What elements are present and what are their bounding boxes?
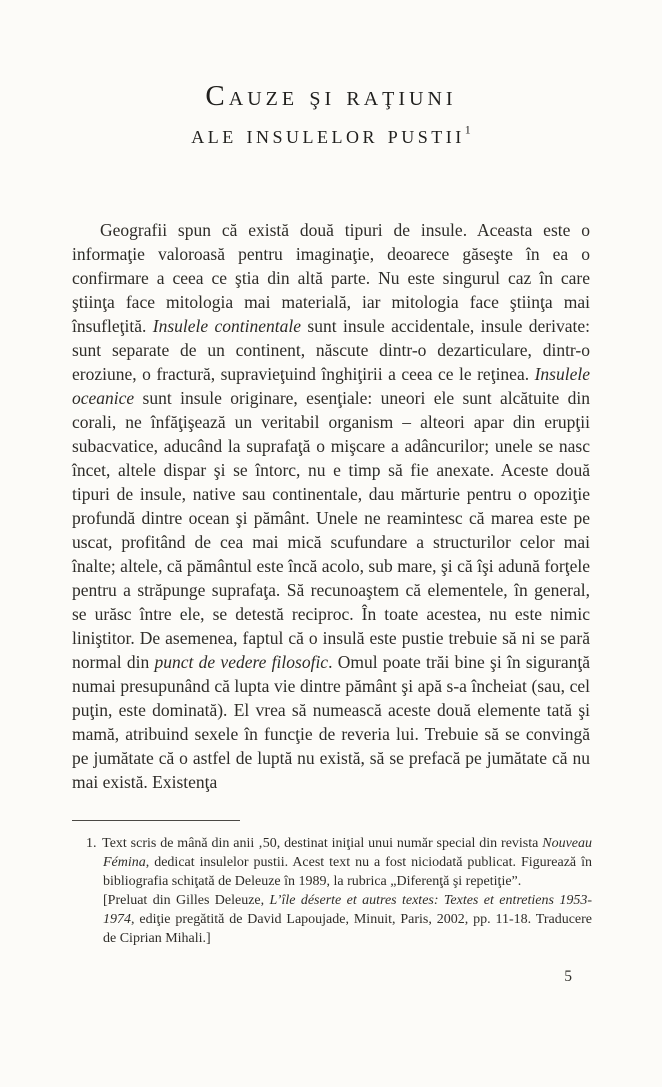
footnote-segment-italic: Nouveau Fémina — [103, 836, 592, 870]
page-number: 5 — [564, 968, 572, 985]
body-segment: . Omul poate trăi bine şi în siguranţă numai presupunând că lupta vie dintre pământ şi apă s-a încheiat (sau, cel puţin, este dominată). El vrea să numească aceste două elemente tată şi mamă, atribuind sexele în funcţie de reveria lui. Trebuie să se convingă pe jumătate că o astfel de luptă nu există, să se prefacă pe jumătate că nu mai există. Existenţa — [72, 652, 591, 792]
body-segment: sunt insule accidentale, insule derivate: sunt separate de un continent, născute dintr-o dezarticulare, dintr-o eroziune, o fractură, supravieţuind înghiţirii a ceea ce le reţinea. — [72, 316, 590, 384]
footnote-reference-mark: 1 — [464, 122, 471, 137]
footnote-segment: [Preluat din Gilles Deleuze, — [103, 893, 270, 908]
body-segment-italic: punct de vedere filosofic — [154, 652, 329, 672]
body-segment: Geografii spun că există două tipuri de insule. Aceasta este o informaţie valoroasă pentru imaginaţie, deoarece găseşte în ea o confirmare a ceea ce ştia din altă parte. Nu este singurul caz în care ştiinţa face mitologia mai materială, iar mitologia face ştiinţa mai însufleţită. — [72, 220, 590, 336]
footnote-segment: Text scris de mână din anii ‚50, destinat iniţial unui număr special din revista — [102, 836, 543, 851]
footnote-segment: , ediţie pregătită de David Lapoujade, Minuit, Paris, 2002, pp. 11-18. Traducere de Ciprian Mihali.] — [103, 912, 592, 946]
body-segment-italic: Insulele continentale — [152, 316, 302, 336]
footnote-block — [86, 834, 592, 948]
chapter-title-line-2-text: ale insulelor pustii — [191, 122, 465, 149]
body-text-block — [72, 218, 590, 794]
footnote-number: 1. — [86, 836, 97, 851]
footnote-paragraph-2 — [86, 891, 592, 948]
chapter-heading — [0, 80, 662, 150]
footnote-segment-italic: L’île déserte et autres textes: Textes et entretiens 1953-1974 — [103, 893, 592, 927]
body-paragraph — [72, 218, 590, 794]
footnote-segment: , dedicat insulelor pustii. Acest text nu a fost niciodată publicat. Figurează în bibliografia schiţată de Deleuze în 1989, la rubrica „Diferenţă şi repetiţie”. — [103, 855, 592, 889]
footnote-paragraph-1 — [86, 834, 592, 891]
body-segment: sunt insule originare, esenţiale: uneori ele sunt alcătuite din corali, ne înfăţişează un veritabil organism – alteori apar din erupţii subacvatice, aducând la suprafaţă o mişcare a adâncurilor; unele se nasc încet, altele dispar şi se întorc, nu e timp să fie anexate. Aceste două tipuri de insule, native sau continentale, dau mărturie pentru o opoziţie profundă dintre ocean şi pământ. Unele ne reamintesc că marea este pe uscat, profitând de cea mai mică scufundare a structurilor celor mai înalte; altele, că pământul este încă acolo, sub mare, şi că îşi adună forţele pentru a străpunge suprafaţa. Să recunoaştem că elementele, în general, se urăsc între ele, se detestă reciproc. În toate acestea, nu este nimic liniştitor. De asemenea, faptul că o insulă este pustie trebuie să ni se pară normal din — [72, 388, 590, 672]
footnote-separator-rule — [72, 820, 240, 821]
chapter-title-line-2 — [0, 122, 662, 150]
chapter-title-line-1: Cauze şi raţiuni — [205, 80, 457, 112]
body-segment-italic: Insulele oceanice — [72, 364, 590, 408]
